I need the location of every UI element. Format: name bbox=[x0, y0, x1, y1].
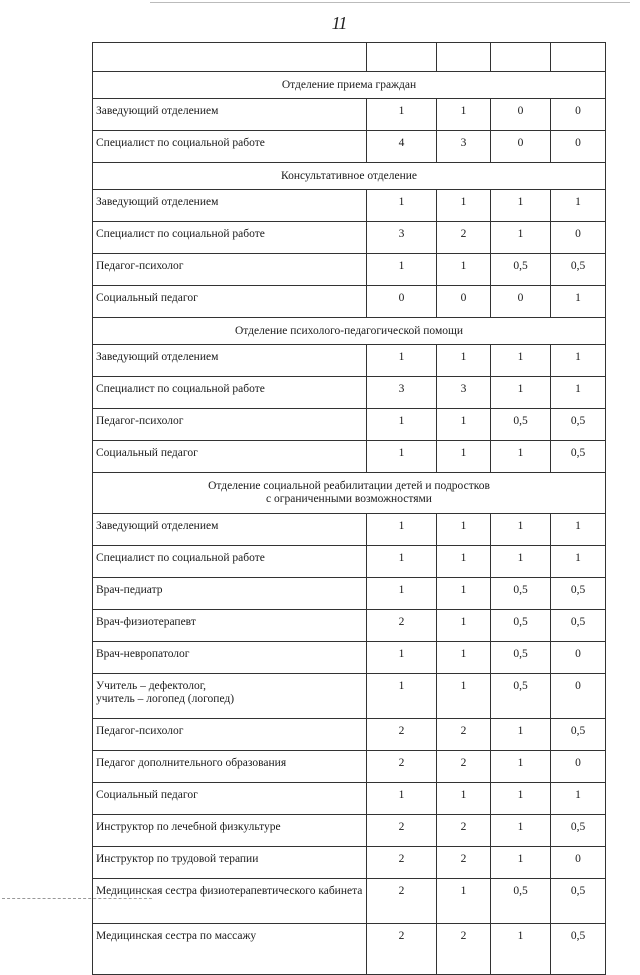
position-name: Врач-невропатолог bbox=[93, 642, 367, 674]
table-row bbox=[93, 131, 606, 163]
value-cell: 1 bbox=[491, 719, 551, 751]
section-title bbox=[93, 473, 606, 514]
scan-top-edge bbox=[150, 2, 630, 3]
value-cell: 0,5 bbox=[491, 674, 551, 719]
value-cell: 0,5 bbox=[491, 254, 551, 286]
value-cell: 0,5 bbox=[551, 254, 606, 286]
value-cell: 1 bbox=[437, 99, 491, 131]
value-cell: 0,5 bbox=[551, 924, 606, 975]
section-header bbox=[93, 72, 606, 99]
value-cell: 0 bbox=[551, 847, 606, 879]
value-cell: 1 bbox=[491, 546, 551, 578]
value-cell: 0 bbox=[551, 222, 606, 254]
value-cell: 0,5 bbox=[551, 578, 606, 610]
value-cell: 1 bbox=[437, 345, 491, 377]
value-cell: 2 bbox=[437, 815, 491, 847]
table-row bbox=[93, 578, 606, 610]
table-row bbox=[93, 546, 606, 578]
header-cell bbox=[551, 43, 606, 72]
section-title: Отделение приема граждан bbox=[93, 72, 606, 99]
value-cell: 0,5 bbox=[491, 642, 551, 674]
position-name: Заведующий отделением bbox=[93, 345, 367, 377]
value-cell: 1 bbox=[491, 222, 551, 254]
value-cell: 0,5 bbox=[491, 610, 551, 642]
value-cell: 0 bbox=[437, 286, 491, 318]
value-cell: 1 bbox=[551, 514, 606, 546]
header-cell bbox=[437, 43, 491, 72]
value-cell: 0 bbox=[551, 751, 606, 783]
table-row bbox=[93, 441, 606, 473]
value-cell: 1 bbox=[367, 190, 437, 222]
value-cell: 1 bbox=[437, 254, 491, 286]
value-cell: 0,5 bbox=[551, 815, 606, 847]
value-cell: 1 bbox=[437, 578, 491, 610]
table-row bbox=[93, 190, 606, 222]
table-row bbox=[93, 674, 606, 719]
value-cell: 1 bbox=[491, 377, 551, 409]
value-cell: 0 bbox=[551, 99, 606, 131]
value-cell: 0,5 bbox=[551, 610, 606, 642]
table-row bbox=[93, 610, 606, 642]
value-cell: 1 bbox=[367, 674, 437, 719]
value-cell: 1 bbox=[367, 514, 437, 546]
header-cell bbox=[491, 43, 551, 72]
value-cell: 1 bbox=[367, 99, 437, 131]
table-row bbox=[93, 409, 606, 441]
value-cell: 1 bbox=[367, 441, 437, 473]
position-name: Специалист по социальной работе bbox=[93, 546, 367, 578]
position-name: Заведующий отделением bbox=[93, 99, 367, 131]
table-row bbox=[93, 924, 606, 975]
value-cell: 1 bbox=[367, 254, 437, 286]
value-cell: 2 bbox=[367, 847, 437, 879]
section-title: Консультативное отделение bbox=[93, 163, 606, 190]
value-cell: 1 bbox=[367, 642, 437, 674]
value-cell: 0,5 bbox=[491, 409, 551, 441]
header-cell bbox=[93, 43, 367, 72]
value-cell: 3 bbox=[437, 131, 491, 163]
position-name: Педагог-психолог bbox=[93, 254, 367, 286]
position-name: Педагог-психолог bbox=[93, 409, 367, 441]
position-name: Социальный педагог bbox=[93, 441, 367, 473]
table-row bbox=[93, 345, 606, 377]
value-cell: 0 bbox=[551, 674, 606, 719]
position-name: Специалист по социальной работе bbox=[93, 222, 367, 254]
position-name: Медицинская сестра по массажу bbox=[93, 924, 367, 975]
value-cell: 3 bbox=[367, 222, 437, 254]
value-cell: 0,5 bbox=[551, 879, 606, 924]
value-cell: 1 bbox=[367, 345, 437, 377]
table-row bbox=[93, 719, 606, 751]
section-title-line: Отделение социальной реабилитации детей и подростков bbox=[208, 480, 490, 492]
position-name: Медицинская сестра физиотерапевтического кабинета bbox=[93, 879, 367, 924]
value-cell: 1 bbox=[437, 409, 491, 441]
position-name: Инструктор по трудовой терапии bbox=[93, 847, 367, 879]
value-cell: 0 bbox=[367, 286, 437, 318]
position-name: Врач-педиатр bbox=[93, 578, 367, 610]
value-cell: 1 bbox=[367, 546, 437, 578]
position-name: Специалист по социальной работе bbox=[93, 131, 367, 163]
value-cell: 1 bbox=[367, 578, 437, 610]
position-name: Врач-физиотерапевт bbox=[93, 610, 367, 642]
value-cell: 1 bbox=[437, 783, 491, 815]
value-cell: 0,5 bbox=[551, 409, 606, 441]
position-name: Педагог-психолог bbox=[93, 719, 367, 751]
value-cell: 2 bbox=[437, 222, 491, 254]
position-name: Социальный педагог bbox=[93, 286, 367, 318]
value-cell: 2 bbox=[367, 924, 437, 975]
staffing-table bbox=[92, 42, 606, 975]
value-cell: 1 bbox=[491, 924, 551, 975]
table-row bbox=[93, 377, 606, 409]
value-cell: 2 bbox=[367, 751, 437, 783]
section-title-line: с ограниченными возможностями bbox=[266, 493, 432, 505]
value-cell: 1 bbox=[551, 286, 606, 318]
position-name: Специалист по социальной работе bbox=[93, 377, 367, 409]
value-cell: 1 bbox=[367, 783, 437, 815]
value-cell: 0,5 bbox=[491, 879, 551, 924]
page-number: 11 bbox=[331, 13, 347, 33]
section-header bbox=[93, 473, 606, 514]
section-title: Отделение психолого-педагогической помощи bbox=[93, 318, 606, 345]
value-cell: 1 bbox=[491, 441, 551, 473]
table-header-row bbox=[93, 43, 606, 72]
value-cell: 0 bbox=[491, 286, 551, 318]
position-name: Социальный педагог bbox=[93, 783, 367, 815]
table-row bbox=[93, 99, 606, 131]
value-cell: 2 bbox=[367, 879, 437, 924]
value-cell: 3 bbox=[367, 377, 437, 409]
value-cell: 1 bbox=[367, 409, 437, 441]
value-cell: 1 bbox=[437, 610, 491, 642]
value-cell: 1 bbox=[491, 783, 551, 815]
value-cell: 1 bbox=[551, 190, 606, 222]
value-cell: 2 bbox=[367, 815, 437, 847]
value-cell: 1 bbox=[491, 815, 551, 847]
value-cell: 1 bbox=[491, 190, 551, 222]
value-cell: 1 bbox=[551, 783, 606, 815]
value-cell: 1 bbox=[491, 514, 551, 546]
value-cell: 1 bbox=[437, 879, 491, 924]
value-cell: 2 bbox=[437, 719, 491, 751]
value-cell: 3 bbox=[437, 377, 491, 409]
value-cell: 1 bbox=[551, 546, 606, 578]
table-row bbox=[93, 783, 606, 815]
section-header bbox=[93, 318, 606, 345]
position-name: Педагог дополнительного образования bbox=[93, 751, 367, 783]
value-cell: 2 bbox=[367, 719, 437, 751]
value-cell: 0 bbox=[491, 99, 551, 131]
table-row bbox=[93, 222, 606, 254]
value-cell: 0,5 bbox=[551, 719, 606, 751]
value-cell: 1 bbox=[437, 441, 491, 473]
value-cell: 0 bbox=[551, 131, 606, 163]
table-row bbox=[93, 879, 606, 924]
value-cell: 1 bbox=[551, 345, 606, 377]
value-cell: 1 bbox=[491, 847, 551, 879]
table-row bbox=[93, 847, 606, 879]
value-cell: 2 bbox=[437, 847, 491, 879]
table-row bbox=[93, 751, 606, 783]
value-cell: 1 bbox=[437, 674, 491, 719]
table-row bbox=[93, 514, 606, 546]
section-header bbox=[93, 163, 606, 190]
value-cell: 0 bbox=[551, 642, 606, 674]
table-row bbox=[93, 286, 606, 318]
position-name bbox=[93, 674, 367, 719]
position-name-line: Учитель – дефектолог, bbox=[96, 680, 207, 692]
position-name: Заведующий отделением bbox=[93, 514, 367, 546]
table-row bbox=[93, 642, 606, 674]
value-cell: 1 bbox=[491, 345, 551, 377]
staffing-table-container bbox=[92, 42, 605, 975]
value-cell: 4 bbox=[367, 131, 437, 163]
value-cell: 1 bbox=[437, 514, 491, 546]
table-row bbox=[93, 815, 606, 847]
position-name: Инструктор по лечебной физкультуре bbox=[93, 815, 367, 847]
value-cell: 0 bbox=[491, 131, 551, 163]
value-cell: 1 bbox=[551, 377, 606, 409]
value-cell: 0,5 bbox=[551, 441, 606, 473]
value-cell: 0,5 bbox=[491, 578, 551, 610]
value-cell: 2 bbox=[437, 751, 491, 783]
value-cell: 1 bbox=[437, 546, 491, 578]
header-cell bbox=[367, 43, 437, 72]
value-cell: 1 bbox=[437, 190, 491, 222]
value-cell: 2 bbox=[437, 924, 491, 975]
scan-bottom-edge bbox=[2, 898, 152, 899]
position-name-line: учитель – логопед (логопед) bbox=[96, 693, 235, 705]
value-cell: 1 bbox=[437, 642, 491, 674]
value-cell: 2 bbox=[367, 610, 437, 642]
value-cell: 1 bbox=[491, 751, 551, 783]
position-name: Заведующий отделением bbox=[93, 190, 367, 222]
table-row bbox=[93, 254, 606, 286]
